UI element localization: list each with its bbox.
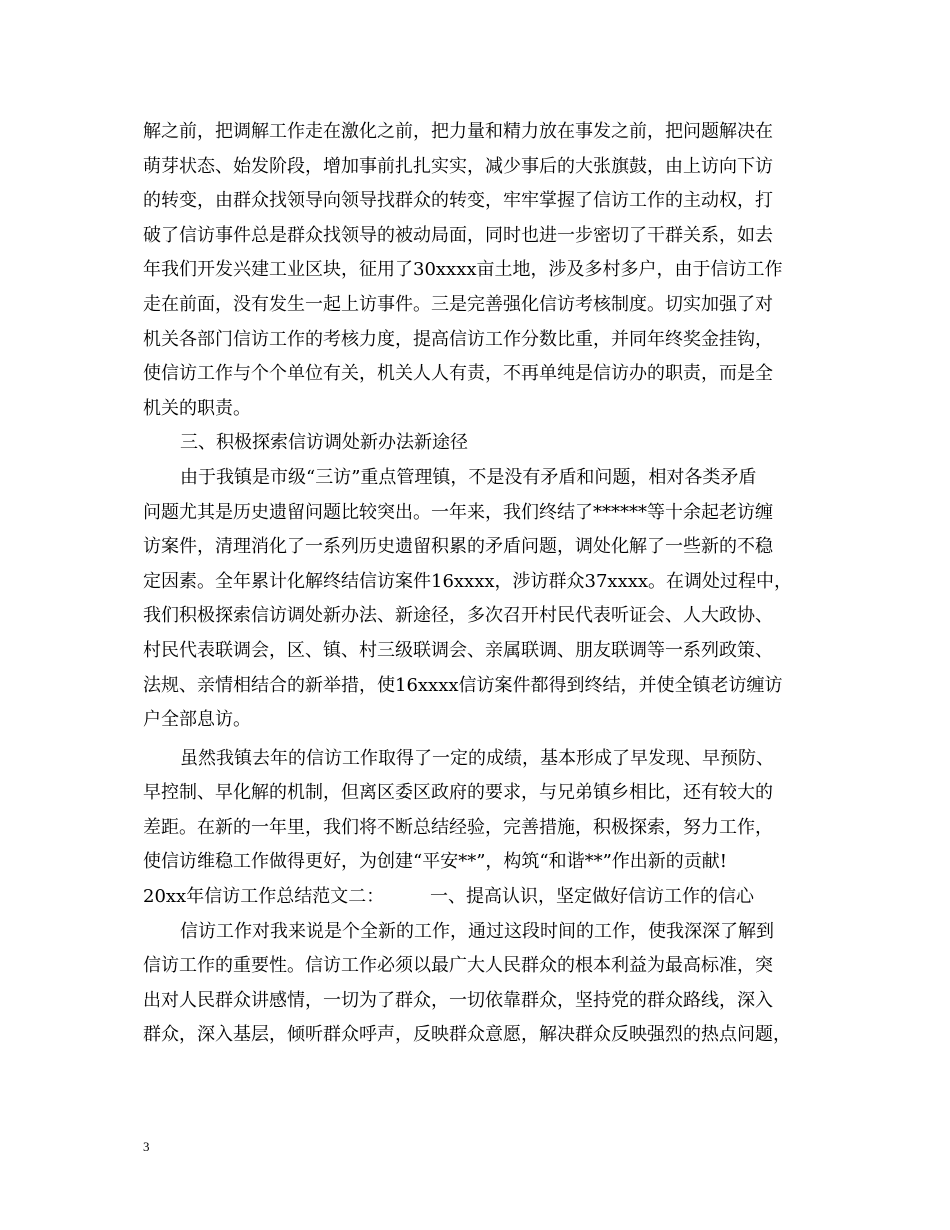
text-line: 问题尤其是历史遗留问题比较突出。一年来，我们终结了******等十余起老访缠 <box>143 501 773 523</box>
text-line: 机关各部门信访工作的考核力度，提高信访工作分数比重，并同年终奖金挂钩， <box>143 328 773 350</box>
text-line: 年我们开发兴建工业区块，征用了30xxxx亩土地，涉及多村多户，由于信访工作 <box>143 259 783 281</box>
text-line: 差距。在新的一年里，我们将不断总结经验，完善措施，积极探索，努力工作， <box>143 816 773 838</box>
text-line: 虽然我镇去年的信访工作取得了一定的成绩，基本形成了早发现、早预防、 <box>180 747 774 769</box>
text-line: 法规、亲情相结合的新举措，使16xxxx信访案件都得到终结，并使全镇老访缠访 <box>143 674 783 696</box>
text-line: 群众，深入基层，倾听群众呼声，反映群众意愿，解决群众反映强烈的热点问题， <box>143 1024 791 1046</box>
body-text <box>143 115 807 1053</box>
text-line: 破了信访事件总是群众找领导的被动局面，同时也进一步密切了干群关系，如去 <box>143 224 773 246</box>
text-line: 机关的职责。 <box>143 397 251 419</box>
text-line: 早控制、早化解的机制，但离区委区政府的要求，与兄弟镇乡相比，还有较大的 <box>143 782 773 804</box>
text-line: 三、积极探索信访调处新办法新途径 <box>180 432 468 454</box>
text-line: 走在前面，没有发生一起上访事件。三是完善强化信访考核制度。切实加强了对 <box>143 293 773 315</box>
text-line: 使信访工作与个个单位有关，机关人人有责，不再单纯是信访办的职责，而是全 <box>143 363 773 385</box>
text-line: 访案件，清理消化了一系列历史遗留积累的矛盾问题，调处化解了一些新的不稳 <box>143 536 773 558</box>
text-line: 出对人民群众讲感情，一切为了群众，一切依靠群众，坚持党的群众路线，深入 <box>143 989 773 1011</box>
text-line: 信访工作的重要性。信访工作必须以最广大人民群众的根本利益为最高标准，突 <box>143 955 773 977</box>
text-line: 使信访维稳工作做得更好，为创建“平安**”，构筑“和谐**”作出新的贡献! <box>143 851 728 873</box>
text-line: 户全部息访。 <box>143 709 251 731</box>
text-line: 20xx年信访工作总结范文二： 一、提高认识，坚定做好信访工作的信心 <box>143 886 754 908</box>
text-line: 村民代表联调会，区、镇、村三级联调会、亲属联调、朋友联调等一系列政策、 <box>143 639 773 661</box>
text-line: 解之前，把调解工作走在激化之前，把力量和精力放在事发之前，把问题解决在 <box>143 121 773 142</box>
text-line: 定因素。全年累计化解终结信访案件16xxxx，涉访群众37xxxx。在调处过程中， <box>143 570 793 592</box>
page-number: 3 <box>143 1139 150 1154</box>
text-line: 由于我镇是市级“三访”重点管理镇，不是没有矛盾和问题，相对各类矛盾 <box>180 466 757 488</box>
text-line: 萌芽状态、始发阶段，增加事前扎扎实实，减少事后的大张旗鼓，由上访向下访 <box>143 155 773 177</box>
text-line: 我们积极探索信访调处新办法、新途径，多次召开村民代表听证会、人大政协、 <box>143 605 773 627</box>
text-line: 信访工作对我来说是个全新的工作，通过这段时间的工作，使我深深了解到 <box>180 920 774 942</box>
text-line: 的转变，由群众找领导向领导找群众的转变，牢牢掌握了信访工作的主动权，打 <box>143 190 773 212</box>
